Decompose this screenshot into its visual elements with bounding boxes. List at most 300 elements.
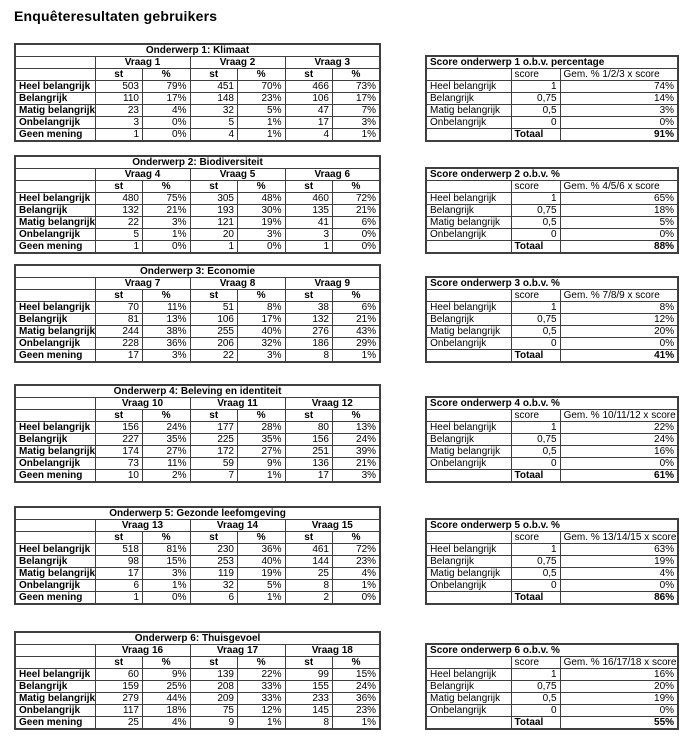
percent-cell: 6% [333, 217, 381, 229]
count-cell: 132 [285, 314, 333, 326]
score-category-label-cell: Matig belangrijk [426, 693, 511, 705]
score-value-cell: 0 [511, 458, 560, 470]
percent-cell: 21% [333, 205, 381, 217]
category-label-cell: Belangrijk [15, 556, 95, 568]
table-row [426, 181, 678, 193]
count-cell: 503 [95, 81, 143, 93]
question-header-cell: Vraag 18 [285, 645, 380, 657]
count-cell: 177 [190, 422, 238, 434]
question-header-cell: Vraag 6 [285, 169, 380, 181]
score-percent-cell: 20% [560, 326, 678, 338]
table-row [15, 434, 380, 446]
table-row [15, 338, 380, 350]
percent-cell: 13% [333, 422, 381, 434]
count-cell: 8 [285, 350, 333, 363]
count-cell: 2 [285, 592, 333, 605]
percent-header-cell: % [238, 69, 286, 81]
table-row [426, 229, 678, 241]
category-label-cell: Matig belangrijk [15, 693, 95, 705]
percent-cell: 8% [238, 302, 286, 314]
table-row [426, 422, 678, 434]
percent-cell: 4% [143, 717, 191, 730]
table-row [15, 693, 380, 705]
table-row [15, 278, 380, 290]
count-cell: 156 [95, 422, 143, 434]
score-category-label-cell: Matig belangrijk [426, 446, 511, 458]
count-cell: 144 [285, 556, 333, 568]
count-cell: 148 [190, 93, 238, 105]
score-percent-cell: 16% [560, 446, 678, 458]
score-title-text: Score onderwerp 4 o.b.v. % [430, 398, 560, 409]
count-cell: 6 [95, 580, 143, 592]
table-row [426, 93, 678, 105]
percent-cell: 3% [143, 217, 191, 229]
score-category-label-cell: Onbelangrijk [426, 705, 511, 717]
count-cell: 32 [190, 580, 238, 592]
percent-cell: 17% [238, 314, 286, 326]
empty-cell [15, 410, 95, 422]
table-row [15, 69, 380, 81]
question-header-cell: Vraag 7 [95, 278, 190, 290]
table-row [15, 580, 380, 592]
score-value-cell: 0,75 [511, 556, 560, 568]
score-value-cell: 1 [511, 544, 560, 556]
score-category-label-cell: Heel belangrijk [426, 422, 511, 434]
score-value-cell: 1 [511, 302, 560, 314]
count-cell: 9 [190, 717, 238, 730]
score-category-label-cell: Belangrijk [426, 205, 511, 217]
empty-cell [15, 69, 95, 81]
count-header-cell: st [285, 290, 333, 302]
score-category-label-cell: Heel belangrijk [426, 544, 511, 556]
count-header-cell: st [190, 532, 238, 544]
score-value-cell: 1 [511, 422, 560, 434]
score-title-text: Score onderwerp 3 o.b.v. % [430, 278, 560, 289]
table-row [426, 193, 678, 205]
count-cell: 6 [190, 592, 238, 605]
count-cell: 3 [285, 229, 333, 241]
table-row [426, 717, 678, 730]
category-label-cell: Onbelangrijk [15, 338, 95, 350]
percent-cell: 1% [238, 592, 286, 605]
score-title-text: Score onderwerp 6 o.b.v. % [430, 645, 560, 656]
topic-title-cell: Onderwerp 2: Biodiversiteit [15, 156, 380, 169]
table-row [426, 314, 678, 326]
topic-title-cell: Onderwerp 1: Klimaat [15, 44, 380, 57]
percent-header-cell: % [333, 657, 381, 669]
count-cell: 1 [95, 592, 143, 605]
count-cell: 209 [190, 693, 238, 705]
score-value-cell: 0,75 [511, 434, 560, 446]
count-header-cell: st [190, 181, 238, 193]
table-row [15, 129, 380, 142]
percent-cell: 24% [333, 681, 381, 693]
percent-cell: 48% [238, 193, 286, 205]
count-cell: 80 [285, 422, 333, 434]
table-row [15, 632, 380, 645]
empty-cell [15, 57, 95, 69]
count-header-cell: st [95, 181, 143, 193]
percent-cell: 35% [143, 434, 191, 446]
count-cell: 244 [95, 326, 143, 338]
score-table-5 [425, 518, 679, 605]
table-row [426, 657, 678, 669]
percent-cell: 21% [333, 458, 381, 470]
score-header-cell: score [511, 69, 560, 81]
score-percent-cell: 20% [560, 681, 678, 693]
percent-cell: 5% [238, 105, 286, 117]
table-row [426, 350, 678, 363]
percent-cell: 19% [238, 217, 286, 229]
percent-cell: 25% [143, 681, 191, 693]
topic-block-2 [14, 155, 681, 254]
percent-cell: 40% [238, 326, 286, 338]
percent-cell: 0% [333, 241, 381, 254]
percent-cell: 3% [238, 350, 286, 363]
count-cell: 139 [190, 669, 238, 681]
question-header-cell: Vraag 5 [190, 169, 285, 181]
count-cell: 466 [285, 81, 333, 93]
percent-cell: 11% [143, 302, 191, 314]
question-header-cell: Vraag 11 [190, 398, 285, 410]
question-header-cell: Vraag 8 [190, 278, 285, 290]
score-title-cell [426, 277, 560, 290]
category-label-cell: Heel belangrijk [15, 302, 95, 314]
percent-cell: 15% [333, 669, 381, 681]
count-cell: 518 [95, 544, 143, 556]
page-title: Enquêteresultaten gebruikers [14, 8, 218, 24]
gem-header-cell: Gem. % 10/11/12 x score [560, 410, 678, 422]
category-label-cell: Matig belangrijk [15, 326, 95, 338]
percent-cell: 4% [143, 105, 191, 117]
count-cell: 305 [190, 193, 238, 205]
count-cell: 4 [285, 129, 333, 142]
count-header-cell: st [190, 410, 238, 422]
count-header-cell: st [95, 410, 143, 422]
count-cell: 255 [190, 326, 238, 338]
table-row [426, 277, 678, 290]
percent-cell: 0% [143, 117, 191, 129]
count-cell: 5 [95, 229, 143, 241]
percent-cell: 39% [333, 446, 381, 458]
score-title-cell [426, 397, 560, 410]
percent-cell: 33% [238, 693, 286, 705]
table-row [15, 422, 380, 434]
score-value-cell: 0,5 [511, 568, 560, 580]
topic-title-cell: Onderwerp 5: Gezonde leefomgeving [15, 507, 380, 520]
percent-header-cell: % [238, 532, 286, 544]
table-row [15, 446, 380, 458]
score-percent-cell: 0% [560, 117, 678, 129]
score-category-label-cell: Matig belangrijk [426, 217, 511, 229]
count-cell: 1 [190, 241, 238, 254]
percent-cell: 7% [333, 105, 381, 117]
count-cell: 1 [95, 129, 143, 142]
gem-header-cell: Gem. % 16/17/18 x score [560, 657, 678, 669]
percent-cell: 0% [333, 229, 381, 241]
count-cell: 20 [190, 229, 238, 241]
percent-cell: 3% [333, 470, 381, 483]
table-row [15, 265, 380, 278]
question-header-cell: Vraag 4 [95, 169, 190, 181]
score-percent-cell: 74% [560, 81, 678, 93]
score-title-cell [426, 56, 605, 69]
percent-header-cell: % [333, 69, 381, 81]
total-label-cell: Totaal [511, 241, 560, 254]
table-row [15, 302, 380, 314]
total-value-cell: 86% [560, 592, 678, 605]
table-row [15, 592, 380, 605]
table-row [15, 169, 380, 181]
score-category-label-cell: Heel belangrijk [426, 669, 511, 681]
table-row [15, 156, 380, 169]
table-row [426, 241, 678, 254]
percent-cell: 5% [238, 580, 286, 592]
count-cell: 156 [285, 434, 333, 446]
table-row [15, 81, 380, 93]
table-row [426, 644, 678, 657]
category-label-cell: Belangrijk [15, 681, 95, 693]
percent-cell: 24% [143, 422, 191, 434]
topic-table-3 [14, 264, 381, 363]
empty-cell [15, 181, 95, 193]
percent-cell: 0% [143, 241, 191, 254]
total-value-cell: 61% [560, 470, 678, 483]
percent-cell: 0% [238, 241, 286, 254]
percent-cell: 1% [333, 580, 381, 592]
percent-cell: 81% [143, 544, 191, 556]
table-row [426, 105, 678, 117]
score-category-label-cell: Belangrijk [426, 681, 511, 693]
score-value-cell: 1 [511, 669, 560, 681]
percent-header-cell: % [143, 69, 191, 81]
score-table-2 [425, 167, 679, 254]
percent-cell: 1% [238, 129, 286, 142]
score-percent-cell: 3% [560, 105, 678, 117]
table-row [15, 458, 380, 470]
percent-cell: 33% [238, 681, 286, 693]
count-header-cell: st [95, 69, 143, 81]
percent-cell: 73% [333, 81, 381, 93]
score-percent-cell: 14% [560, 93, 678, 105]
count-cell: 41 [285, 217, 333, 229]
table-row [426, 168, 678, 181]
percent-cell: 22% [238, 669, 286, 681]
score-percent-cell: 0% [560, 458, 678, 470]
empty-cell [426, 657, 511, 669]
category-label-cell: Onbelangrijk [15, 458, 95, 470]
percent-cell: 79% [143, 81, 191, 93]
score-value-cell: 0,75 [511, 93, 560, 105]
count-cell: 145 [285, 705, 333, 717]
count-cell: 1 [285, 241, 333, 254]
table-row [15, 669, 380, 681]
question-header-cell: Vraag 16 [95, 645, 190, 657]
count-header-cell: st [285, 69, 333, 81]
table-row [426, 117, 678, 129]
count-header-cell: st [95, 657, 143, 669]
category-label-cell: Matig belangrijk [15, 217, 95, 229]
table-row [426, 434, 678, 446]
table-row [426, 470, 678, 483]
count-header-cell: st [285, 410, 333, 422]
score-table-1 [425, 55, 679, 142]
count-cell: 480 [95, 193, 143, 205]
category-label-cell: Geen mening [15, 470, 95, 483]
percent-cell: 3% [143, 568, 191, 580]
count-cell: 159 [95, 681, 143, 693]
count-cell: 253 [190, 556, 238, 568]
score-percent-cell: 22% [560, 422, 678, 434]
empty-cell [15, 290, 95, 302]
count-header-cell: st [285, 532, 333, 544]
percent-cell: 36% [143, 338, 191, 350]
count-cell: 25 [285, 568, 333, 580]
count-cell: 7 [190, 470, 238, 483]
score-header-cell: score [511, 657, 560, 669]
total-value-cell: 41% [560, 350, 678, 363]
score-value-cell: 0,5 [511, 446, 560, 458]
empty-cell [426, 241, 511, 254]
table-row [15, 181, 380, 193]
score-value-cell: 0,5 [511, 326, 560, 338]
table-row [15, 105, 380, 117]
table-row [426, 446, 678, 458]
score-percent-cell: 24% [560, 434, 678, 446]
topic-block-1 [14, 43, 681, 142]
category-label-cell: Geen mening [15, 129, 95, 142]
table-row [426, 544, 678, 556]
count-cell: 5 [190, 117, 238, 129]
count-cell: 106 [190, 314, 238, 326]
category-label-cell: Matig belangrijk [15, 568, 95, 580]
total-label-cell: Totaal [511, 470, 560, 483]
score-title-cell [426, 644, 560, 657]
table-row [426, 693, 678, 705]
table-row [15, 217, 380, 229]
percent-header-cell: % [238, 657, 286, 669]
score-percent-cell: 8% [560, 302, 678, 314]
table-row [15, 290, 380, 302]
score-category-label-cell: Heel belangrijk [426, 193, 511, 205]
percent-cell: 72% [333, 544, 381, 556]
count-cell: 106 [285, 93, 333, 105]
percent-header-cell: % [143, 290, 191, 302]
table-row [15, 410, 380, 422]
table-row [426, 326, 678, 338]
count-header-cell: st [285, 657, 333, 669]
count-cell: 22 [190, 350, 238, 363]
percent-header-cell: % [143, 410, 191, 422]
table-row [426, 705, 678, 717]
empty-cell [560, 168, 678, 181]
score-title-text: Score onderwerp 5 o.b.v. % [430, 520, 560, 531]
score-title-cell [426, 168, 560, 181]
total-label-cell: Totaal [511, 717, 560, 730]
percent-header-cell: % [333, 290, 381, 302]
score-header-cell: score [511, 181, 560, 193]
score-category-label-cell: Belangrijk [426, 434, 511, 446]
score-value-cell: 0,75 [511, 681, 560, 693]
empty-cell [426, 69, 511, 81]
empty-cell [15, 278, 95, 290]
percent-header-cell: % [238, 410, 286, 422]
count-cell: 98 [95, 556, 143, 568]
topic-table-1 [14, 43, 381, 142]
percent-cell: 15% [143, 556, 191, 568]
score-category-label-cell: Matig belangrijk [426, 105, 511, 117]
percent-header-cell: % [333, 181, 381, 193]
count-cell: 23 [95, 105, 143, 117]
empty-cell [426, 592, 511, 605]
count-cell: 8 [285, 580, 333, 592]
count-cell: 17 [95, 350, 143, 363]
count-cell: 4 [190, 129, 238, 142]
percent-cell: 1% [238, 717, 286, 730]
category-label-cell: Geen mening [15, 717, 95, 730]
percent-cell: 36% [238, 544, 286, 556]
topic-block-3 [14, 264, 681, 363]
table-row [15, 645, 380, 657]
empty-cell [15, 645, 95, 657]
count-cell: 70 [95, 302, 143, 314]
table-row [15, 241, 380, 254]
table-row [15, 556, 380, 568]
table-row [15, 385, 380, 398]
count-cell: 206 [190, 338, 238, 350]
question-header-cell: Vraag 15 [285, 520, 380, 532]
score-percent-cell: 18% [560, 205, 678, 217]
score-percent-cell: 0% [560, 580, 678, 592]
question-header-cell: Vraag 3 [285, 57, 380, 69]
question-header-cell: Vraag 17 [190, 645, 285, 657]
empty-cell [15, 532, 95, 544]
count-cell: 10 [95, 470, 143, 483]
count-cell: 233 [285, 693, 333, 705]
table-row [426, 592, 678, 605]
score-header-cell: score [511, 290, 560, 302]
topic-table-2 [14, 155, 381, 254]
count-cell: 1 [95, 241, 143, 254]
table-row [15, 57, 380, 69]
topic-table-4 [14, 384, 381, 483]
table-row [15, 93, 380, 105]
percent-cell: 36% [333, 693, 381, 705]
percent-cell: 3% [238, 229, 286, 241]
count-header-cell: st [190, 69, 238, 81]
topic-title-cell: Onderwerp 6: Thuisgevoel [15, 632, 380, 645]
percent-cell: 18% [143, 705, 191, 717]
percent-cell: 29% [333, 338, 381, 350]
count-cell: 135 [285, 205, 333, 217]
category-label-cell: Geen mening [15, 592, 95, 605]
score-value-cell: 1 [511, 193, 560, 205]
question-header-cell: Vraag 9 [285, 278, 380, 290]
question-header-cell: Vraag 14 [190, 520, 285, 532]
table-row [15, 229, 380, 241]
count-cell: 3 [95, 117, 143, 129]
count-cell: 38 [285, 302, 333, 314]
percent-cell: 3% [333, 117, 381, 129]
score-percent-cell: 16% [560, 669, 678, 681]
percent-cell: 9% [143, 669, 191, 681]
score-category-label-cell: Belangrijk [426, 556, 511, 568]
count-cell: 75 [190, 705, 238, 717]
count-cell: 208 [190, 681, 238, 693]
category-label-cell: Heel belangrijk [15, 193, 95, 205]
table-row [15, 717, 380, 730]
percent-cell: 11% [143, 458, 191, 470]
